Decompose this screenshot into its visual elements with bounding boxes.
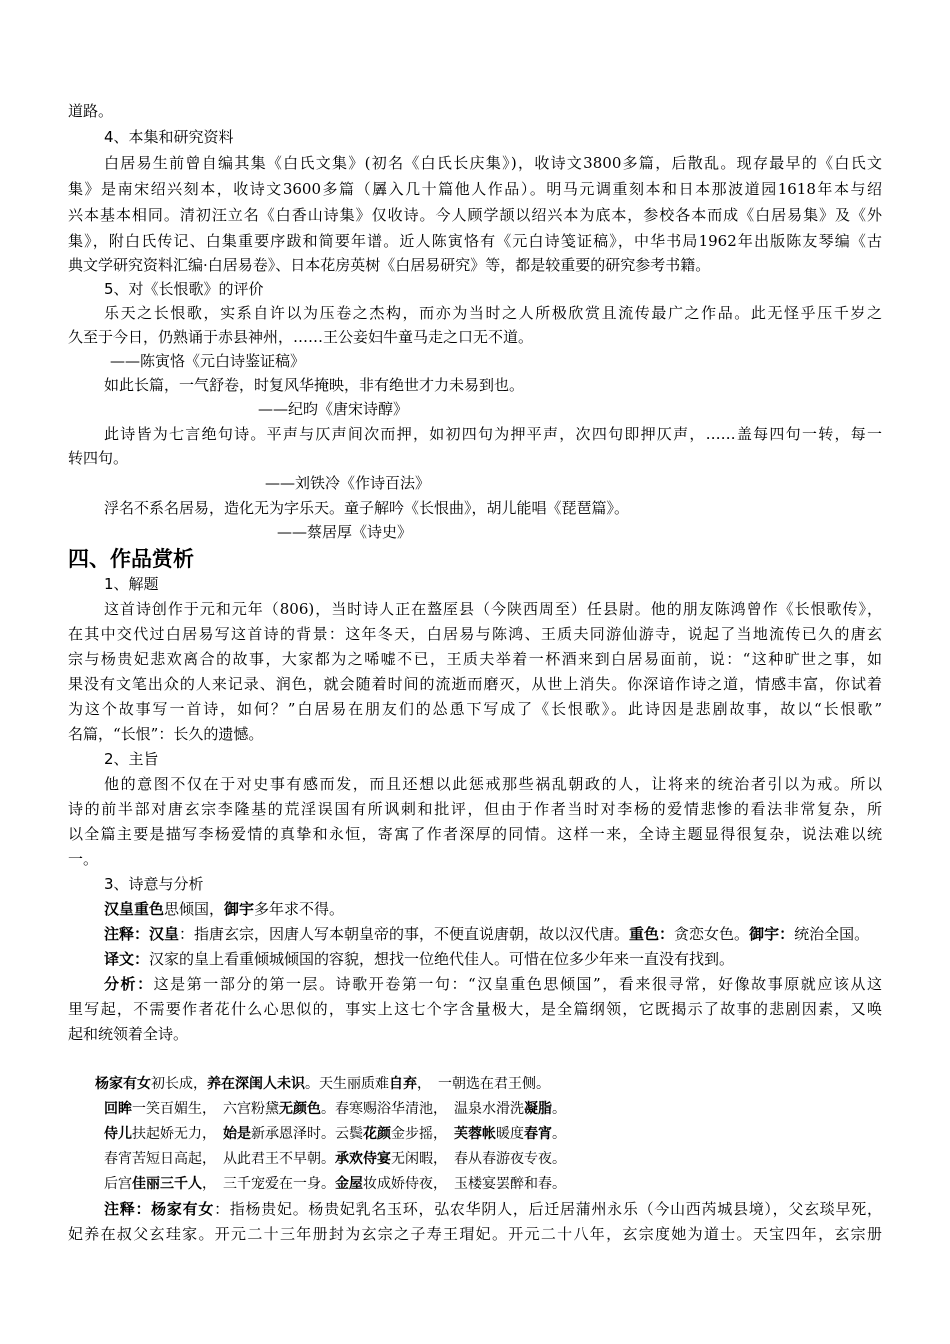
text-run: 新承恩泽时。云鬓 [251,1126,363,1142]
quote-attribution: ——纪昀《唐宋诗醇》 [258,400,409,418]
subsection-heading-1: 1、解题 [104,575,159,593]
text-run: ， 三千宠爱在一身。 [202,1176,335,1192]
bold-term: 春宵 [524,1126,552,1142]
text-run: 。 [552,1126,566,1142]
annotation-label: 注释：杨家有女 [104,1200,215,1218]
section-heading: 四、作品赏析 [68,547,194,571]
paragraph-line: 诗的前半部对唐玄宗李隆基的荒淫误国有所讽刺和批评，但由于作者当时对李杨的爱情悲惨的看法非常复杂，所 [68,800,882,818]
paragraph-line: 道路。 [68,102,114,120]
poem-line [104,1127,566,1141]
paragraph-line: 一。 [68,850,99,868]
bold-term: 承欢侍宴 [335,1151,391,1167]
annotation-line [104,927,869,942]
text-run: 思倾国， [164,900,225,918]
text-run: ：指杨贵妃。杨贵妃乳名玉环，弘农华阴人，后迁居蒲州永乐（今山西芮城县境），父玄琰早死， [214,1200,882,1218]
poem-line [104,902,344,917]
annotation-line [104,1202,882,1217]
text-run: 妆成娇侍夜， 玉楼宴罢醉和春。 [363,1176,566,1192]
quote-line: 浮名不系名居易，造化无为字乐天。童子解吟《长恨曲》，胡儿能唱《琵琶篇》。 [104,499,630,517]
text-run: 金步摇， [391,1126,454,1142]
text-run: 贪恋女色。 [674,925,750,943]
subsection-heading-3: 3、诗意与分析 [104,875,204,893]
text-run: 。春寒赐浴华清池， 温泉水滑洗 [321,1101,524,1117]
annotation-label: 注释：汉皇 [104,925,180,943]
bold-term: 杨家有女 [95,1076,151,1092]
quote-line: 如此长篇，一气舒卷，时复风华掩映，非有绝世才力未易到也。 [104,376,525,394]
paragraph-line: 名篇，“长恨”：长久的遗憾。 [68,725,264,743]
bold-term: 自弃 [389,1076,417,1092]
bold-term: 无颜色 [279,1101,321,1117]
poem-line [95,1077,550,1091]
text-run: 一笑百媚生， 六宫粉黛 [132,1101,279,1117]
quote-line: 转四句。 [68,449,129,467]
bold-term: 凝脂 [524,1101,552,1117]
text-run: 无闲暇， 春从春游夜专夜。 [391,1151,566,1167]
translation-line [104,952,734,967]
quote-line: 久至于今日，仍熟诵于赤县神州，……王公妾妇牛童马走之口无不道。 [68,328,534,346]
annotation-line: 妃养在叔父玄珪家。开元二十三年册封为玄宗之子寿王瑁妃。开元二十八年，玄宗度她为道士。天宝四年，玄宗册 [68,1225,882,1243]
poem-line [104,1177,566,1191]
bold-term: 芙蓉帐 [454,1126,496,1142]
text-run: 多年求不得。 [254,900,345,918]
paragraph-line: 白居易生前曾自编其集《白氏文集》(初名《白氏长庆集》)，收诗文3800多篇，后散乱。现存最早的《白氏文 [104,154,882,172]
paragraph-line: 以全篇主要是描写李杨爱情的真挚和永恒，寄寓了作者深厚的同情。这样一来，全诗主题显得很复杂，说法难以统 [68,825,882,843]
poem-line [104,1102,566,1116]
analysis-line: 里写起，不需要作者花什么心思似的，事实上这七个字含量极大，是全篇纲领，它既揭示了故事的悲剧因素，又唤 [68,1000,882,1018]
text-run: 春宵苦短日高起， 从此君王不早朝。 [104,1151,335,1167]
quote-attribution: ——陈寅恪《元白诗鉴证稿》 [110,352,306,370]
text-run: 汉家的皇上看重倾城倾国的容貌，想找一位绝代佳人。可惜在位多少年来一直没有找到。 [149,950,735,968]
bold-term: 御宇： [749,925,795,943]
text-run: 初长成， [151,1076,207,1092]
bold-term: 佳丽三千人 [132,1176,202,1192]
quote-attribution: ——刘铁冷《作诗百法》 [265,474,431,492]
poem-line [104,1152,566,1166]
text-run: ：指唐玄宗，因唐人写本朝皇帝的事，不便直说唐朝，故以汉代唐。 [179,925,630,943]
analysis-label: 分析： [104,975,154,993]
quote-line: 乐天之长恨歌，实系自许以为压卷之杰构，而亦为当时之人所极欣赏且流传最广之作品。此无怪乎压千岁之 [104,304,882,322]
paragraph-line: 这首诗创作于元和元年（806)，当时诗人正在盩厔县（今陕西周至）任县尉。他的朋友陈鸿曾作《长恨歌传》， [104,600,882,618]
text-run: 。 [552,1101,566,1117]
bold-term: 回眸 [104,1101,132,1117]
bold-term: 始是 [223,1126,251,1142]
text-run: ， 一朝选在君王侧。 [417,1076,550,1092]
text-run: 。天生丽质难 [305,1076,389,1092]
quote-attribution: ——蔡居厚《诗史》 [277,523,413,541]
bold-term: 侍儿 [104,1126,132,1142]
subsection-heading-5: 5、对《长恨歌》的评价 [104,280,264,298]
paragraph-line: 典文学研究资料汇编·白居易卷》、日本花房英树《白居易研究》等，都是较重要的研究参考书籍。 [68,256,711,274]
bold-term: 金屋 [335,1176,363,1192]
paragraph-line: 在其中交代过白居易写这首诗的背景：这年冬天，白居易与陈鸿、王质夫同游仙游寺，说起了当地流传已久的唐玄 [68,625,882,643]
text-run: 统治全国。 [794,925,870,943]
bold-term: 养在深闺人未识 [207,1076,305,1092]
analysis-line [104,977,882,992]
translation-label: 译文： [104,950,150,968]
text-run: 后宫 [104,1176,132,1192]
paragraph-line: 宗与杨贵妃悲欢离合的故事，大家都为之唏嘘不已，王质夫举着一杯酒来到白居易面前，说：“这种旷世之事，如 [68,650,882,668]
bold-term: 花颜 [363,1126,391,1142]
subsection-heading-2: 2、主旨 [104,750,159,768]
paragraph-line: 为这个故事写一首诗，如何？”白居易在朋友们的怂恿下写成了《长恨歌》。此诗因是悲剧故事，故以“长恨歌” [68,700,882,718]
paragraph-line: 他的意图不仅在于对史事有感而发，而且还想以此惩戒那些祸乱朝政的人，让将来的统治者引以为戒。所以 [104,775,882,793]
paragraph-line: 集》，附白氏传记、白集重要序跋和简要年谱。近人陈寅恪有《元白诗笺证稿》，中华书局1962年出版陈友琴编《古 [68,232,882,250]
subsection-heading-4: 4、本集和研究资料 [104,128,234,146]
analysis-line: 起和统领着全诗。 [68,1025,189,1043]
text-run: 这是第一部分的第一层。诗歌开卷第一句：“汉皇重色思倾国”，看来很寻常，好像故事原就应该从这 [153,975,882,993]
bold-term: 御宇 [224,900,255,918]
paragraph-line: 兴本基本相同。清初汪立名《白香山诗集》仅收诗。今人顾学颉以绍兴本为底本，参校各本而成《白居易集》及《外 [68,206,882,224]
paragraph-line: 集》是南宋绍兴刻本，收诗文3600多篇（羼入几十篇他人作品）。明马元调重刻本和日本那波道园1618年本与绍 [68,180,882,198]
text-run: 扶起娇无力， [132,1126,223,1142]
bold-term: 汉皇重色 [104,900,165,918]
bold-term: 重色： [629,925,675,943]
paragraph-line: 果没有文笔出众的人来记录、润色，就会随着时间的流逝而磨灭，从世上消失。你深谙作诗之道，情感丰富，你试着 [68,675,882,693]
quote-line: 此诗皆为七言绝句诗。平声与仄声间次而押，如初四句为押平声，次四句即押仄声，……盖每四句一转，每一 [104,425,882,443]
text-run: 暖度 [496,1126,524,1142]
